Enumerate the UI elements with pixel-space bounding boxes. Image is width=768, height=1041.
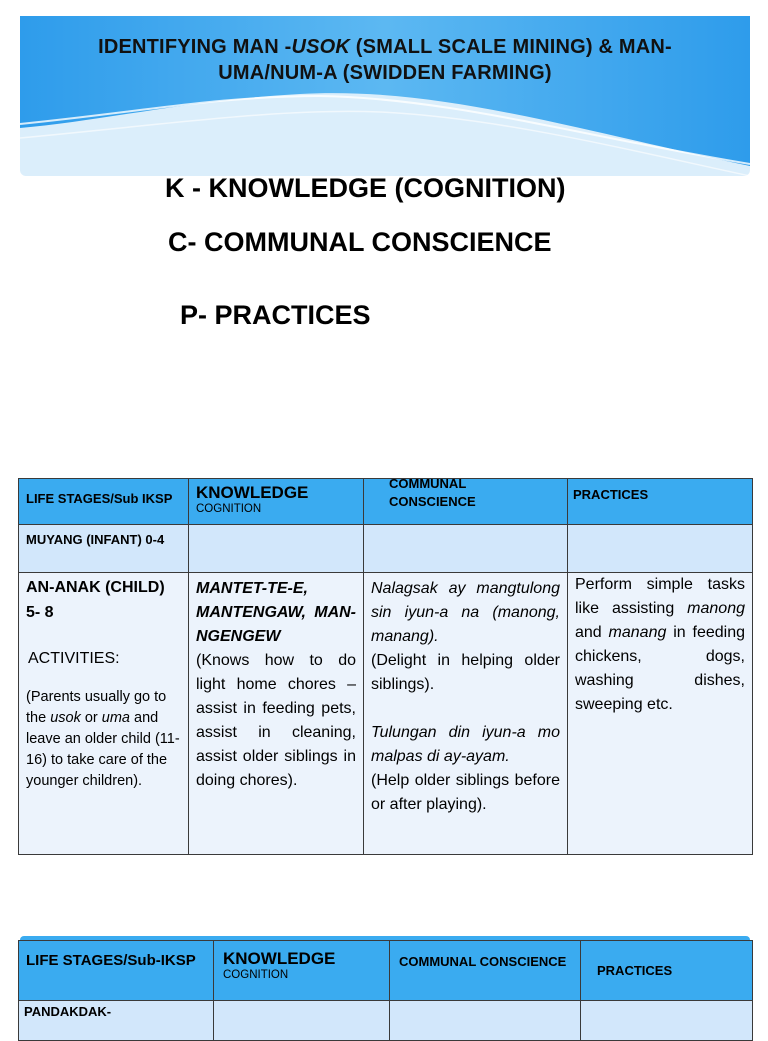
header-practices: PRACTICES xyxy=(568,479,753,525)
life-stage-cell: AN-ANAK (CHILD) 5- 8 ACTIVITIES: (Parents usually go to the usok or uma and leave an older child (11-16) to take care of the younger children). xyxy=(19,573,189,855)
iksp-table-1 xyxy=(18,478,753,855)
life-stage-cell: PANDAKDAK- xyxy=(19,1001,214,1041)
activities-label: ACTIVITIES: xyxy=(28,650,120,667)
iksp-table-2 xyxy=(18,940,753,1041)
table-row xyxy=(19,525,753,573)
table-header-row xyxy=(19,479,753,525)
heading-knowledge: K - KNOWLEDGE (COGNITION) xyxy=(165,173,566,203)
knowledge-cell: MANTET-TE-E, MANTENGAW, MAN-NGENGEW (Knows how to do light home chores – assist in feeding pets, assist in cleaning, assist older siblings in doing chores). xyxy=(189,573,364,855)
practices-cell: Perform simple tasks like assisting manong and manang in feeding chickens, dogs, washing dishes, sweeping etc. xyxy=(568,573,753,855)
header-knowledge: KNOWLEDGE COGNITION xyxy=(189,479,364,525)
heading-communal-conscience: C- COMMUNAL CONSCIENCE xyxy=(168,227,552,257)
header-practices: PRACTICES xyxy=(581,941,753,1001)
activities-note: (Parents usually go to the usok or uma and leave an older child (11-16) to take care of the younger children). xyxy=(26,689,180,789)
header-communal: COMMUNAL CONSCIENCE xyxy=(390,941,581,1001)
table-row xyxy=(19,1001,753,1041)
table-row xyxy=(19,573,753,855)
header-knowledge: KNOWLEDGE COGNITION xyxy=(214,941,390,1001)
heading-practices: P- PRACTICES xyxy=(180,300,371,330)
page-title: IDENTIFYING MAN -USOK (SMALL SCALE MINING) & MAN- UMA/NUM-A (SWIDDEN FARMING) xyxy=(98,36,672,84)
title-banner xyxy=(20,16,750,176)
header-life-stages: LIFE STAGES/Sub IKSP xyxy=(19,479,189,525)
life-stage-cell: MUYANG (INFANT) 0-4 xyxy=(19,525,189,573)
header-life-stages: LIFE STAGES/Sub-IKSP xyxy=(19,941,214,1001)
header-communal: COMMUNAL CONSCIENCE xyxy=(364,479,568,525)
table-header-row xyxy=(19,941,753,1001)
communal-cell: Nalagsak ay mangtulong sin iyun-a na (manong, manang). (Delight in helping older siblings). Tulungan din iyun-a mo malpas di ay-ayam. (Help older siblings before or after playing). xyxy=(364,573,568,855)
